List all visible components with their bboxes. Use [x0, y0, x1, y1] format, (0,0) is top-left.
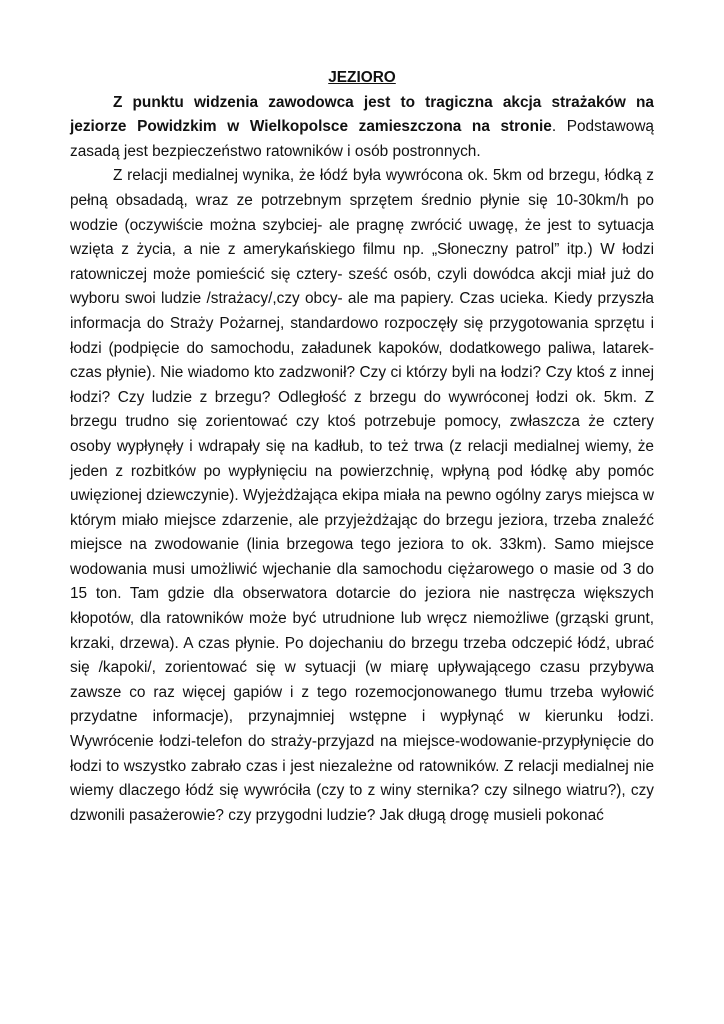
paragraph-intro: [70, 91, 654, 165]
paragraph-intro-bold: Z punktu widzenia zawodowca jest to tragiczna akcja strażaków na jeziorze Powidzkim w Wielkopolsce zamieszczona na stronie: [70, 93, 654, 136]
paragraph-intro-rest: . Podstawową zasadą jest bezpieczeństwo ratowników i osób postronnych.: [70, 118, 654, 160]
document-title: JEZIORO: [328, 69, 396, 86]
paragraph-body: Z relacji medialnej wynika, że łódź była wywrócona ok. 5km od brzegu, łódką z pełną obsadadą, wraz ze potrzebnym sprzętem średnio płynie się 10-30km/h po wodzie (oczywiście można szybciej- ale pragnę zwrócić uwagę, że jest to sytuacja wzięta z życia, a nie z amerykańskiego filmu np. „Słoneczny patrol” itp.) W łodzi ratowniczej może pomieścić się cztery- sześć osób, czyli dowódca akcji miał już do wyboru swoi ludzie /strażacy/,czy obcy- ale ma papiery. Czas ucieka. Kiedy przyszła informacja do Straży Pożarnej, standardowo rozpoczęły się przygotowania sprzętu i łodzi (podpięcie do samochodu, załadunek kapoków, dodatkowego paliwa, latarek-czas płynie). Nie wiadomo kto zadzwonił? Czy ci którzy byli na łodzi? Czy ktoś z innej łodzi? Czy ludzie z brzegu? Odległość z brzegu do wywróconej łodzi ok. 5km. Z brzegu trudno się zorientować czy ktoś potrzebuje pomocy, zwłaszcza że cztery osoby wypłynęły i wdrapały się na kadłub, to też trwa (z relacji medialnej wiemy, że jeden z rozbitków po wypłynięciu na powierzchnię, wpłyną pod łódkę aby pomóc uwięzionej dziewczynie). Wyjeżdżająca ekipa miała na pewno ogólny zarys miejsca w którym miało miejsce zdarzenie, ale przyjeżdżając do brzegu jeziora, trzeba znaleźć miejsce na zwodowanie (linia brzegowa tego jeziora to ok. 33km). Samo miejsce wodowania musi umożliwić wjechanie dla samochodu ciężarowego o masie od 3 do 15 ton. Tam gdzie dla obserwatora dotarcie do jeziora nie nastręcza większych kłopotów, dla ratowników może być utrudnione lub wręcz niemożliwe (grząski grunt, krzaki, drzewa). A czas płynie. Po dojechaniu do brzegu trzeba odczepić łódź, ubrać się /kapoki/, zorientować się w sytuacji (w miarę upływającego czasu przybywa zawsze co raz więcej gapiów i z tego rozemocjonowanego tłumu trzeba wyłowić przydatne informacje), przynajmniej wstępne i wypłynąć w kierunku łodzi. Wywrócenie łodzi-telefon do straży-przyjazd na miejsce-wodowanie-przypłynięcie do łodzi to wszystko zabrało czas i jest niezależne od ratowników. Z relacji medialnej nie wiemy dlaczego łódź się wywróciła (czy to z winy sternika? czy silnego wiatru?), czy dzwonili pasażerowie? czy przygodni ludzie? Jak długą drogę musieli pokonać: [70, 167, 654, 824]
document-page: [70, 66, 654, 828]
